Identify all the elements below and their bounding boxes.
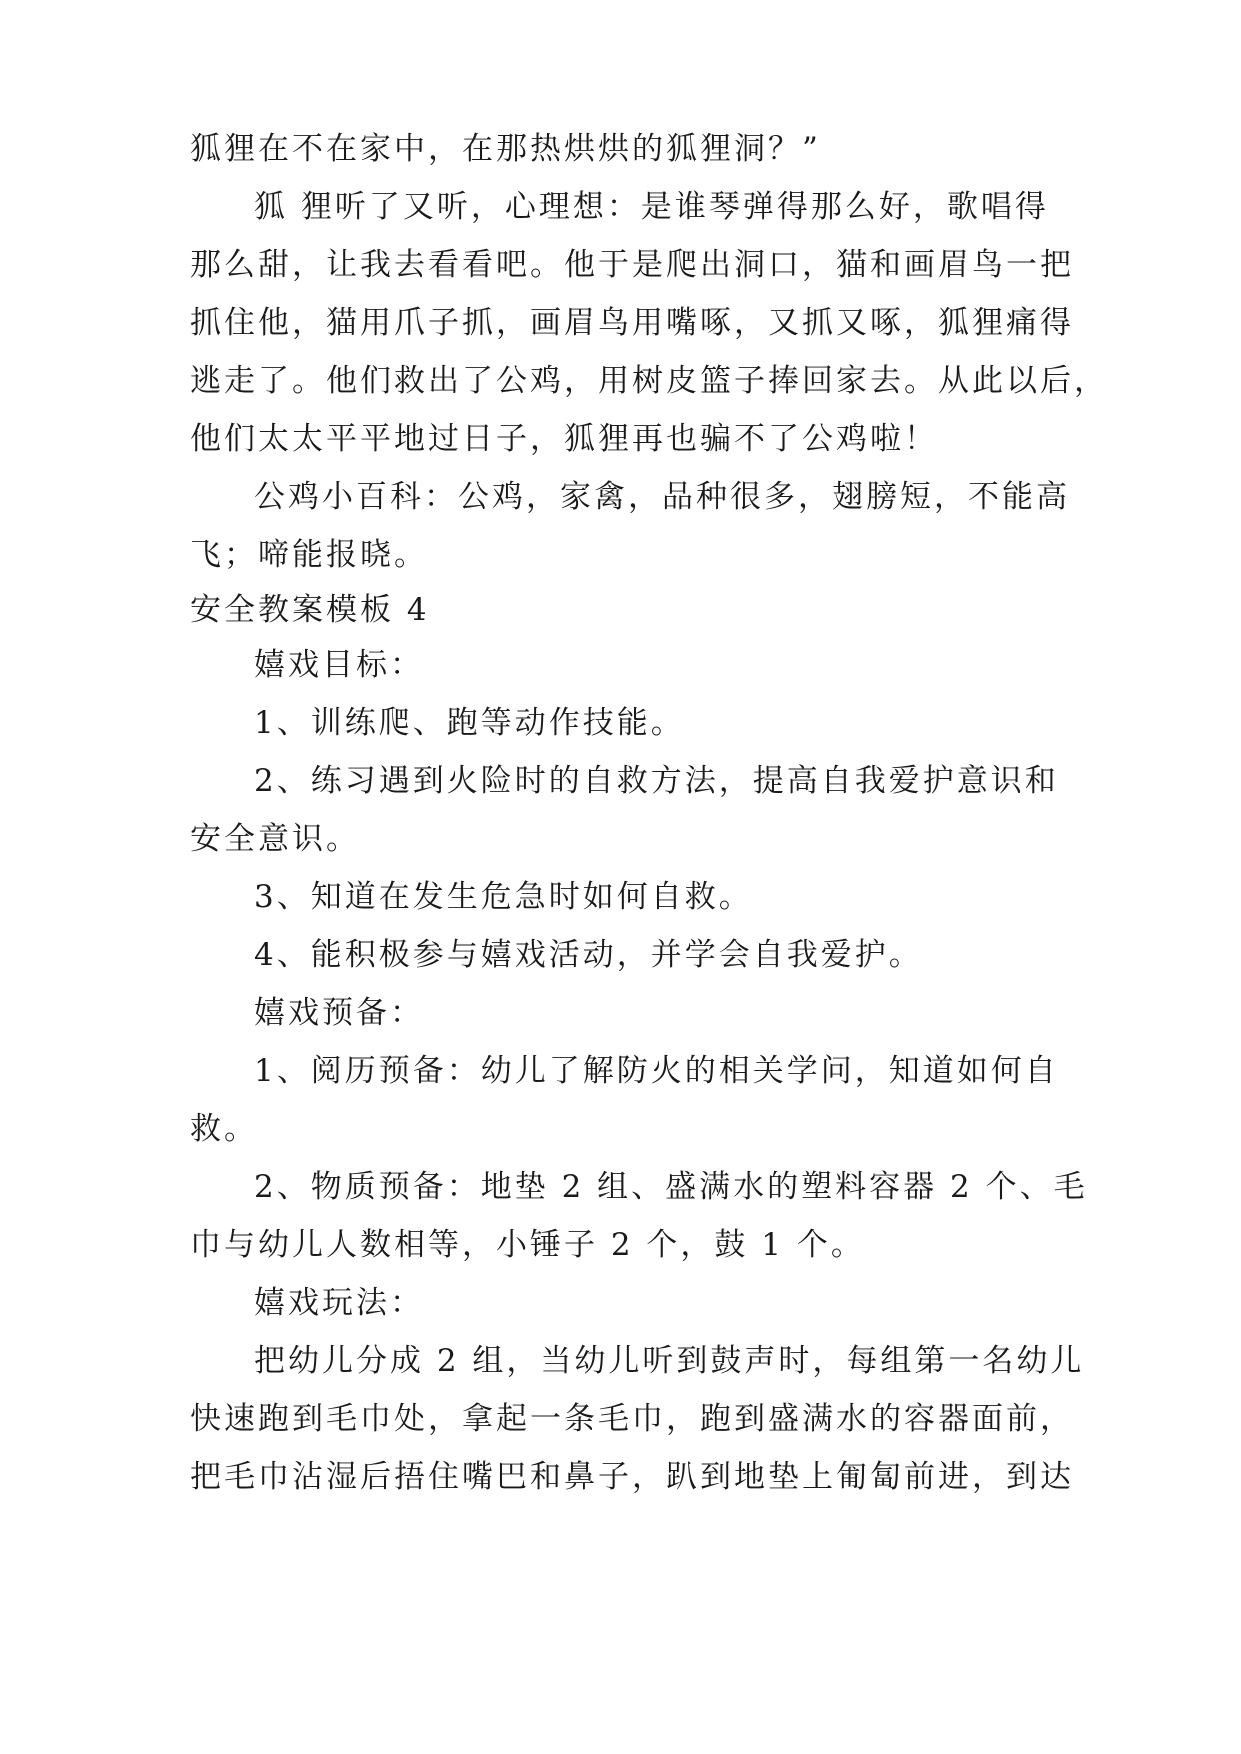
list-item: 1、阅历预备：幼儿了解防火的相关学问，知道如何自 [254,1053,1059,1089]
text-line: 把毛巾沾湿后捂住嘴巴和鼻子，趴到地垫上匍匐前进，到达 [190,1459,1074,1495]
list-item: 1、训练爬、跑等动作技能。 [254,705,685,741]
document-page [190,120,1108,1506]
text-line: 飞；啼能报晓。 [190,537,428,573]
text-line: 救。 [190,1111,258,1147]
text-line: 那么甜，让我去看看吧。他于是爬出洞口，猫和画眉鸟一把 [190,247,1074,283]
text-line: 逃走了。他们救出了公鸡，用树皮篮子捧回家去。从此以后， [190,363,1108,399]
list-item: 3、知道在发生危急时如何自救。 [254,879,753,915]
section-heading: 安全教案模板 4 [190,592,430,628]
subheading: 嬉戏目标： [254,647,424,683]
text-line: 狐狸在不在家中，在那热烘烘的狐狸洞？” [190,131,821,167]
text-line: 公鸡小百科：公鸡，家禽，品种很多，翅膀短，不能高 [254,479,1070,515]
list-item: 2、练习遇到火险时的自救方法，提高自我爱护意识和 [254,763,1059,799]
text-line: 安全意识。 [190,821,360,857]
text-line: 抓住他，猫用爪子抓，画眉鸟用嘴啄，又抓又啄，狐狸痛得 [190,305,1074,341]
list-item: 4、能积极参与嬉戏活动，并学会自我爱护。 [254,937,923,973]
text-line: 巾与幼儿人数相等，小锤子 2 个，鼓 1 个。 [190,1227,865,1263]
list-item: 2、物质预备：地垫 2 组、盛满水的塑料容器 2 个、毛 [254,1169,1088,1205]
text-line: 狐 狸听了又听，心理想：是谁琴弹得那么好，歌唱得 [254,189,1049,225]
text-line: 他们太太平平地过日子，狐狸再也骗不了公鸡啦！ [190,421,938,457]
subheading: 嬉戏玩法： [254,1285,424,1321]
text-line: 把幼儿分成 2 组，当幼儿听到鼓声时，每组第一名幼儿 [254,1343,1085,1379]
text-line: 快速跑到毛巾处，拿起一条毛巾，跑到盛满水的容器面前， [190,1401,1074,1437]
subheading: 嬉戏预备： [254,995,424,1031]
